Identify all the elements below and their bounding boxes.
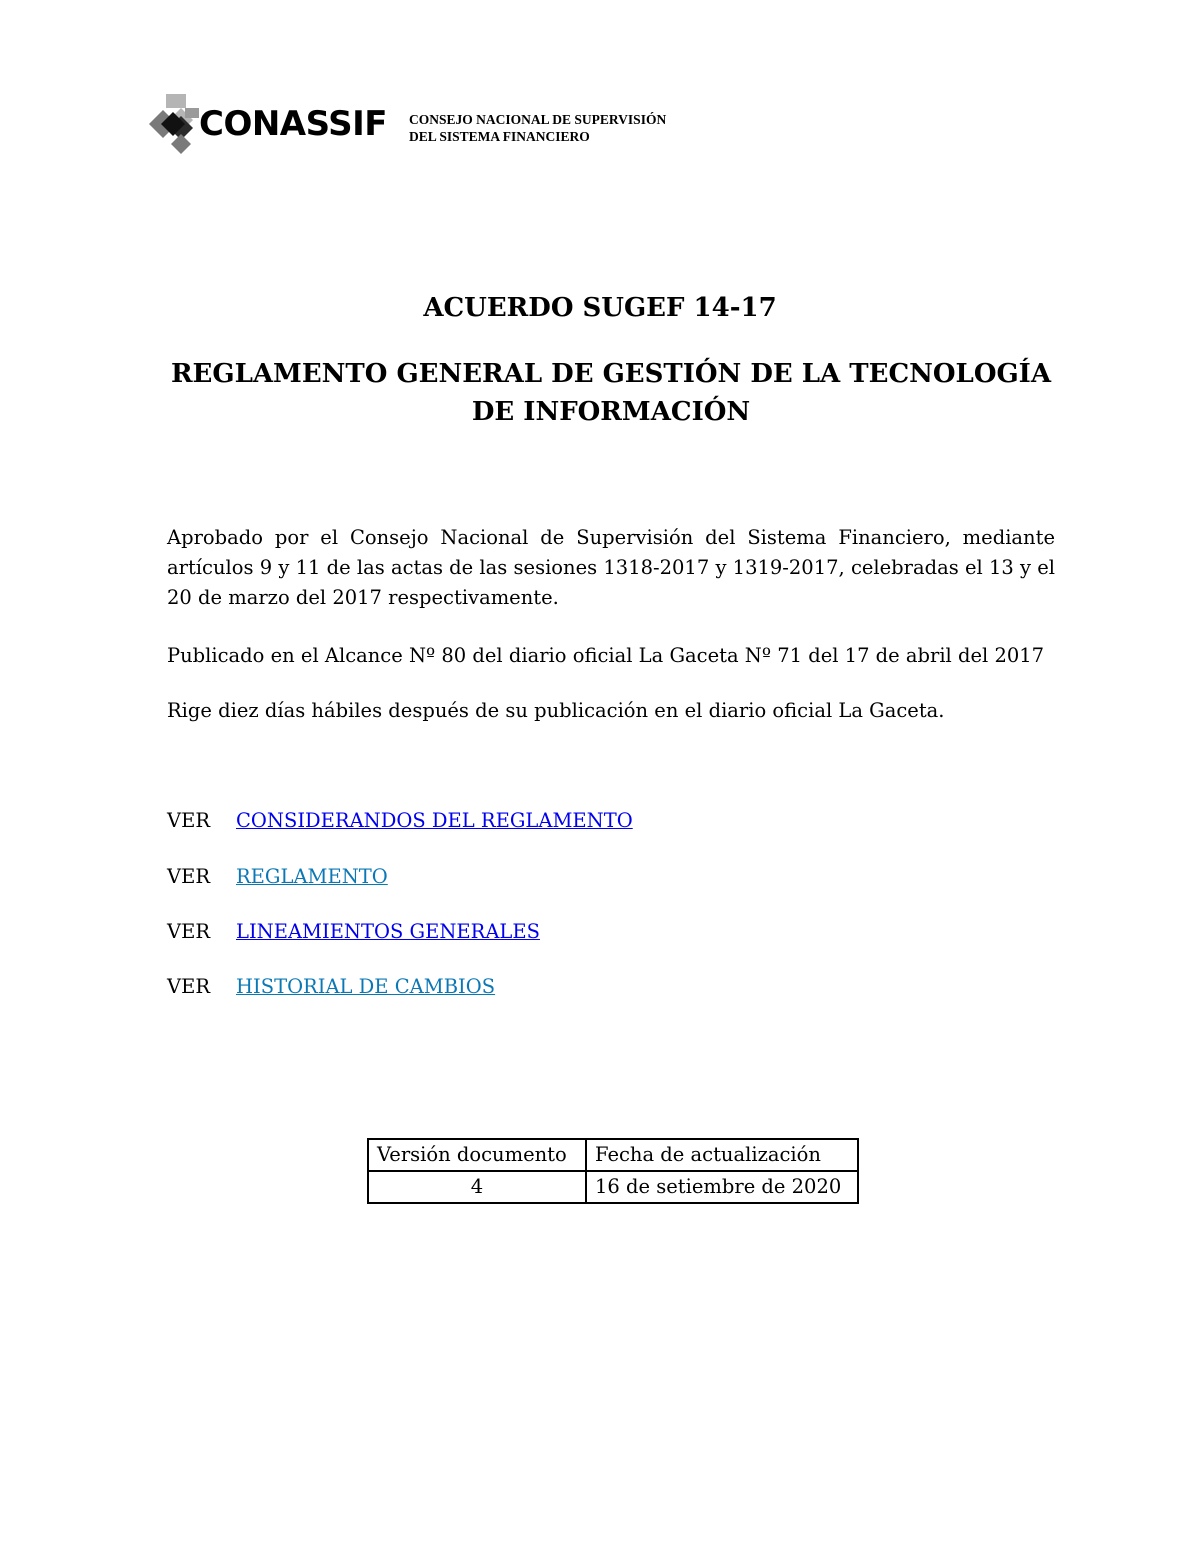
table-header-cell: Fecha de actualización: [586, 1139, 858, 1171]
link-considerandos[interactable]: CONSIDERANDOS DEL REGLAMENTO: [236, 809, 633, 832]
publication-paragraph: Publicado en el Alcance Nº 80 del diario oficial La Gaceta Nº 71 del 17 de abril del 2017: [167, 644, 1045, 667]
table-cell-date: 16 de setiembre de 2020: [586, 1171, 858, 1203]
ver-label: VER: [167, 865, 210, 888]
approval-paragraph: Aprobado por el Consejo Nacional de Supervisión del Sistema Financiero, mediante artículos 9 y 11 de las actas de las sesiones 1318-2017 y 1319-2017, celebradas el 13 y el 20 de marzo del 2017 respectivamente.: [167, 526, 1055, 609]
table-cell-version: 4: [368, 1171, 586, 1203]
ver-label: VER: [167, 975, 210, 998]
logo-subtitle-line2: DEL SISTEMA FINANCIERO: [409, 129, 590, 144]
table-header-row: [368, 1139, 858, 1171]
conassif-logo-mark-icon: [147, 94, 201, 156]
table-row: [368, 1171, 858, 1203]
link-historial[interactable]: HISTORIAL DE CAMBIOS: [236, 975, 496, 998]
logo-wordmark: CONASSIF: [199, 104, 387, 144]
acuerdo-heading: ACUERDO SUGEF 14-17: [423, 293, 777, 323]
effective-paragraph: Rige diez días hábiles después de su publicación en el diario oficial La Gaceta.: [167, 699, 945, 722]
ver-label: VER: [167, 920, 210, 943]
document-title: REGLAMENTO GENERAL DE GESTIÓN DE LA TECNOLOGÍA DE INFORMACIÓN: [170, 359, 1052, 427]
logo-subtitle-line1: CONSEJO NACIONAL DE SUPERVISIÓN: [409, 112, 667, 127]
ver-label: VER: [167, 809, 210, 832]
link-lineamientos[interactable]: LINEAMIENTOS GENERALES: [236, 920, 540, 943]
version-table: [367, 1138, 859, 1204]
table-header-cell: Versión documento: [368, 1139, 586, 1171]
conassif-logo: [147, 94, 707, 156]
link-reglamento[interactable]: REGLAMENTO: [236, 865, 388, 888]
